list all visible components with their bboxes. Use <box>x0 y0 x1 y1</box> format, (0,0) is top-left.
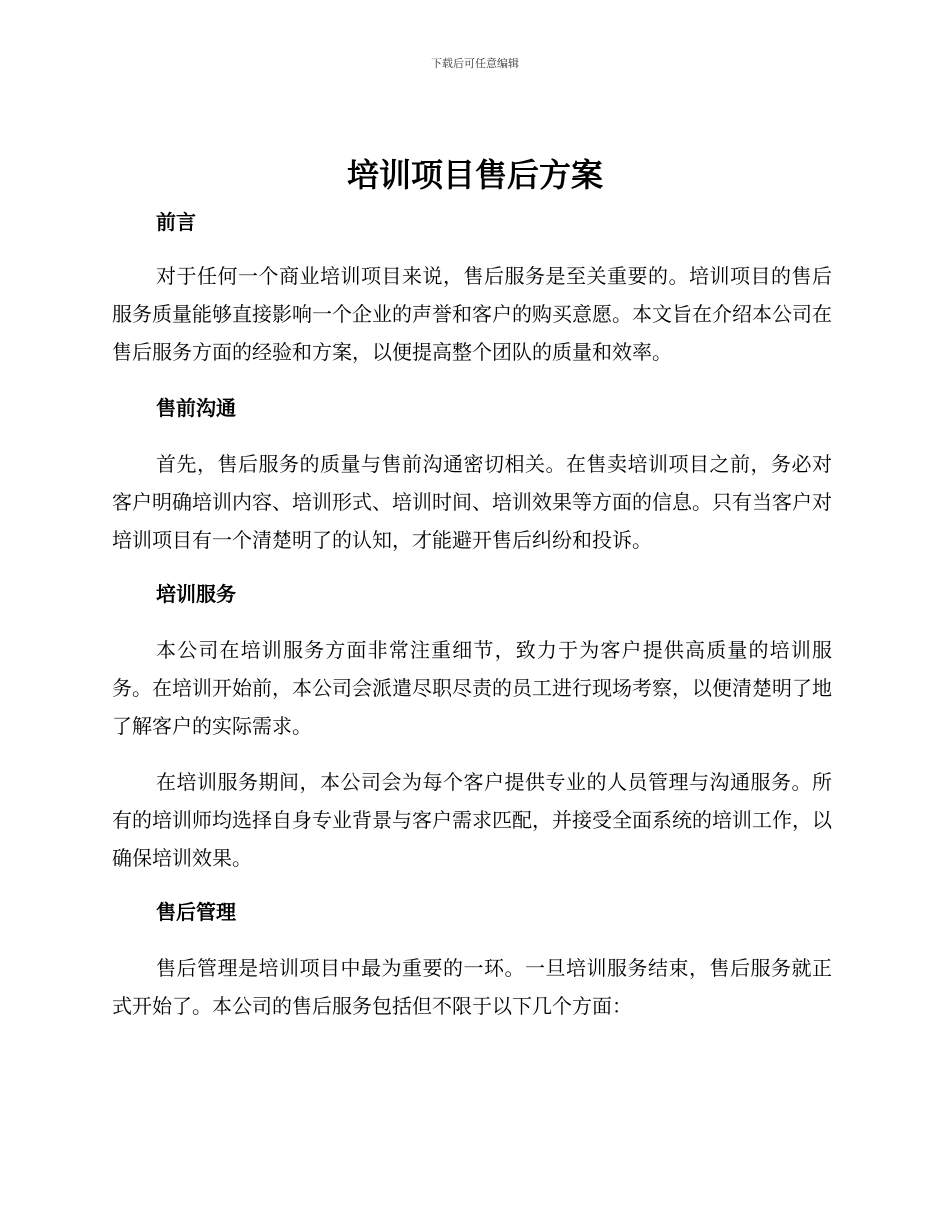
section-aftersales-management <box>112 895 832 1025</box>
paragraph: 对于任何一个商业培训项目来说，售后服务是至关重要的。培训项目的售后服务质量能够直接影响一个企业的声誉和客户的购买意愿。本文旨在介绍本公司在售后服务方面的经验和方案，以便提高整个团队的质量和效率。 <box>112 264 832 364</box>
section-heading: 售前沟通 <box>156 396 236 420</box>
section-preface <box>112 205 832 371</box>
paragraph: 售后管理是培训项目中最为重要的一环。一旦培训服务结束，售后服务就正式开始了。本公司的售后服务包括但不限于以下几个方面： <box>112 956 832 1018</box>
header-note: 下载后可任意编辑 <box>431 57 519 70</box>
document-title: 培训项目售后方案 <box>346 156 603 194</box>
paragraph: 在培训服务期间，本公司会为每个客户提供专业的人员管理与沟通服务。所有的培训师均选择自身专业背景与客户需求匹配，并接受全面系统的培训工作，以确保培训效果。 <box>112 770 832 870</box>
section-heading: 培训服务 <box>156 582 236 606</box>
section-heading: 售后管理 <box>156 900 236 924</box>
section-training-service <box>112 577 832 877</box>
paragraph: 首先，售后服务的质量与售前沟通密切相关。在售卖培训项目之前，务必对客户明确培训内容、培训形式、培训时间、培训效果等方面的信息。只有当客户对培训项目有一个清楚明了的认知，才能避开售后纠纷和投诉。 <box>112 452 832 552</box>
section-presales-communication <box>112 391 832 559</box>
document-body <box>112 205 832 1025</box>
paragraph: 本公司在培训服务方面非常注重细节，致力于为客户提供高质量的培训服务。在培训开始前，本公司会派遣尽职尽责的员工进行现场考察，以便清楚明了地了解客户的实际需求。 <box>112 638 832 738</box>
section-heading: 前言 <box>156 210 196 234</box>
